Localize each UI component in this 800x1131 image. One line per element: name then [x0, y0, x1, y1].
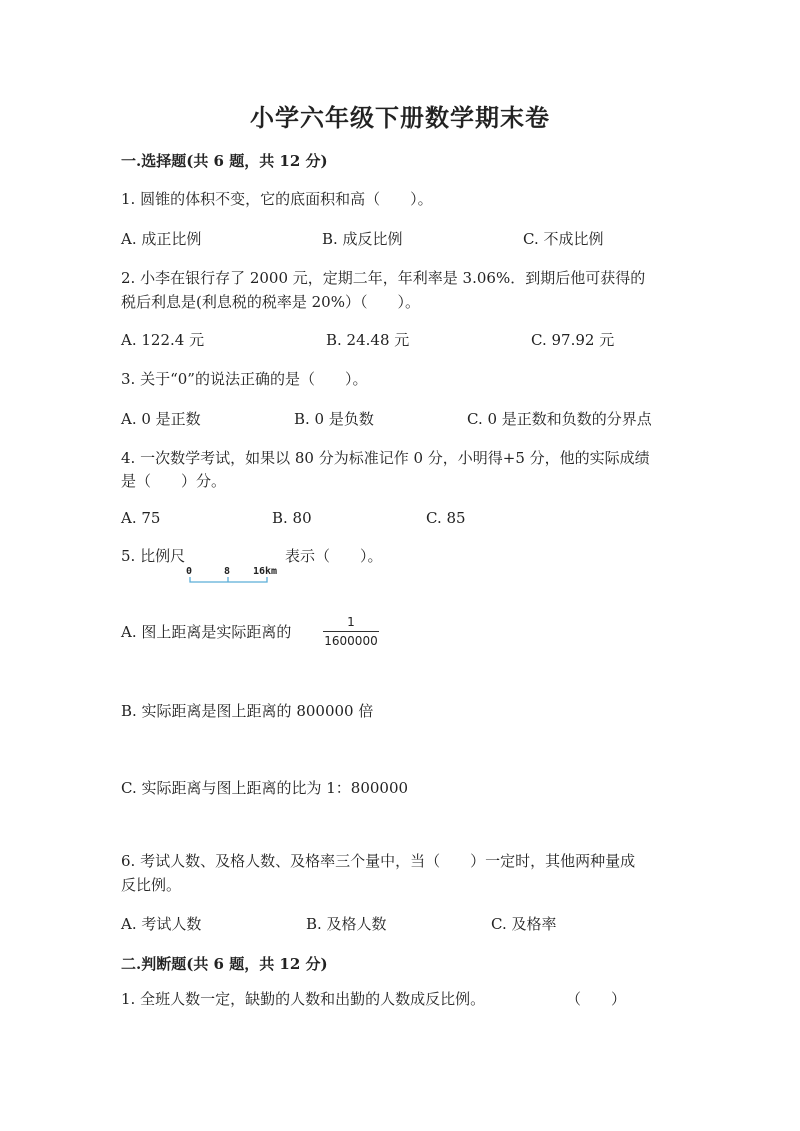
scale-label-0: 0	[186, 566, 193, 577]
question-5-suffix: 表示（ ）。	[285, 547, 383, 565]
question-6-line-2: 反比例。	[121, 876, 182, 894]
fraction-1-over-1600000	[323, 614, 379, 649]
scale-bar-figure	[183, 562, 293, 586]
section-1-header: 一.选择题(共 6 题，共 12 分)	[121, 152, 328, 170]
question-6-option-b: B. 及格人数	[306, 915, 387, 933]
question-3-text: 3. 关于“0”的说法正确的是（ ）。	[121, 370, 368, 388]
question-2-line-1: 2. 小李在银行存了 2000 元，定期二年，年利率是 3.06%．到期后他可获得的	[121, 269, 646, 287]
question-1-option-b: B. 成反比例	[322, 230, 403, 248]
scale-bar-line	[190, 577, 267, 582]
fraction-numerator: 1	[347, 615, 355, 629]
question-4-option-a: A. 75	[121, 509, 161, 527]
question-3-option-a: A. 0 是正数	[121, 410, 201, 428]
fraction-denominator: 1600000	[324, 634, 378, 648]
question-4-option-c: C. 85	[426, 509, 466, 527]
question-1-text: 1. 圆锥的体积不变，它的底面积和高（ ）。	[121, 190, 433, 208]
judgment-1-text: 1. 全班人数一定，缺勤的人数和出勤的人数成反比例。	[121, 990, 486, 1008]
question-5-option-c: C. 实际距离与图上距离的比为 1：800000	[121, 779, 409, 797]
question-5-prefix: 5. 比例尺	[121, 547, 186, 565]
question-1-option-a: A. 成正比例	[121, 230, 202, 248]
scale-label-16km: 16km	[253, 566, 278, 577]
question-3-option-b: B. 0 是负数	[294, 410, 374, 428]
question-6-line-1: 6. 考试人数、及格人数、及格率三个量中，当（ ）一定时，其他两种量成	[121, 852, 636, 870]
question-2-option-a: A. 122.4 元	[121, 331, 205, 349]
scale-label-8: 8	[224, 566, 231, 577]
question-6-option-a: A. 考试人数	[121, 915, 202, 933]
question-4-line-2: 是（ ）分。	[121, 472, 227, 490]
question-2-line-2: 税后利息是(利息税的税率是 20%）（ ）。	[121, 293, 420, 311]
question-2-option-c: C. 97.92 元	[531, 331, 615, 349]
page-title: 小学六年级下册数学期末卷	[250, 103, 550, 132]
question-2-option-b: B. 24.48 元	[326, 331, 410, 349]
question-4-option-b: B. 80	[272, 509, 312, 527]
question-5-option-a: A. 图上距离是实际距离的	[121, 623, 292, 641]
judgment-1-answer-paren: （ ）	[566, 990, 627, 1008]
question-4-line-1: 4. 一次数学考试，如果以 80 分为标准记作 0 分，小明得+5 分，他的实际成绩	[121, 449, 650, 467]
question-5-option-b: B. 实际距离是图上距离的 800000 倍	[121, 702, 374, 720]
question-6-option-c: C. 及格率	[491, 915, 557, 933]
question-3-option-c: C. 0 是正数和负数的分界点	[467, 410, 652, 428]
section-2-header: 二.判断题(共 6 题，共 12 分)	[121, 955, 328, 973]
fraction-bar	[323, 631, 379, 632]
question-1-option-c: C. 不成比例	[523, 230, 604, 248]
